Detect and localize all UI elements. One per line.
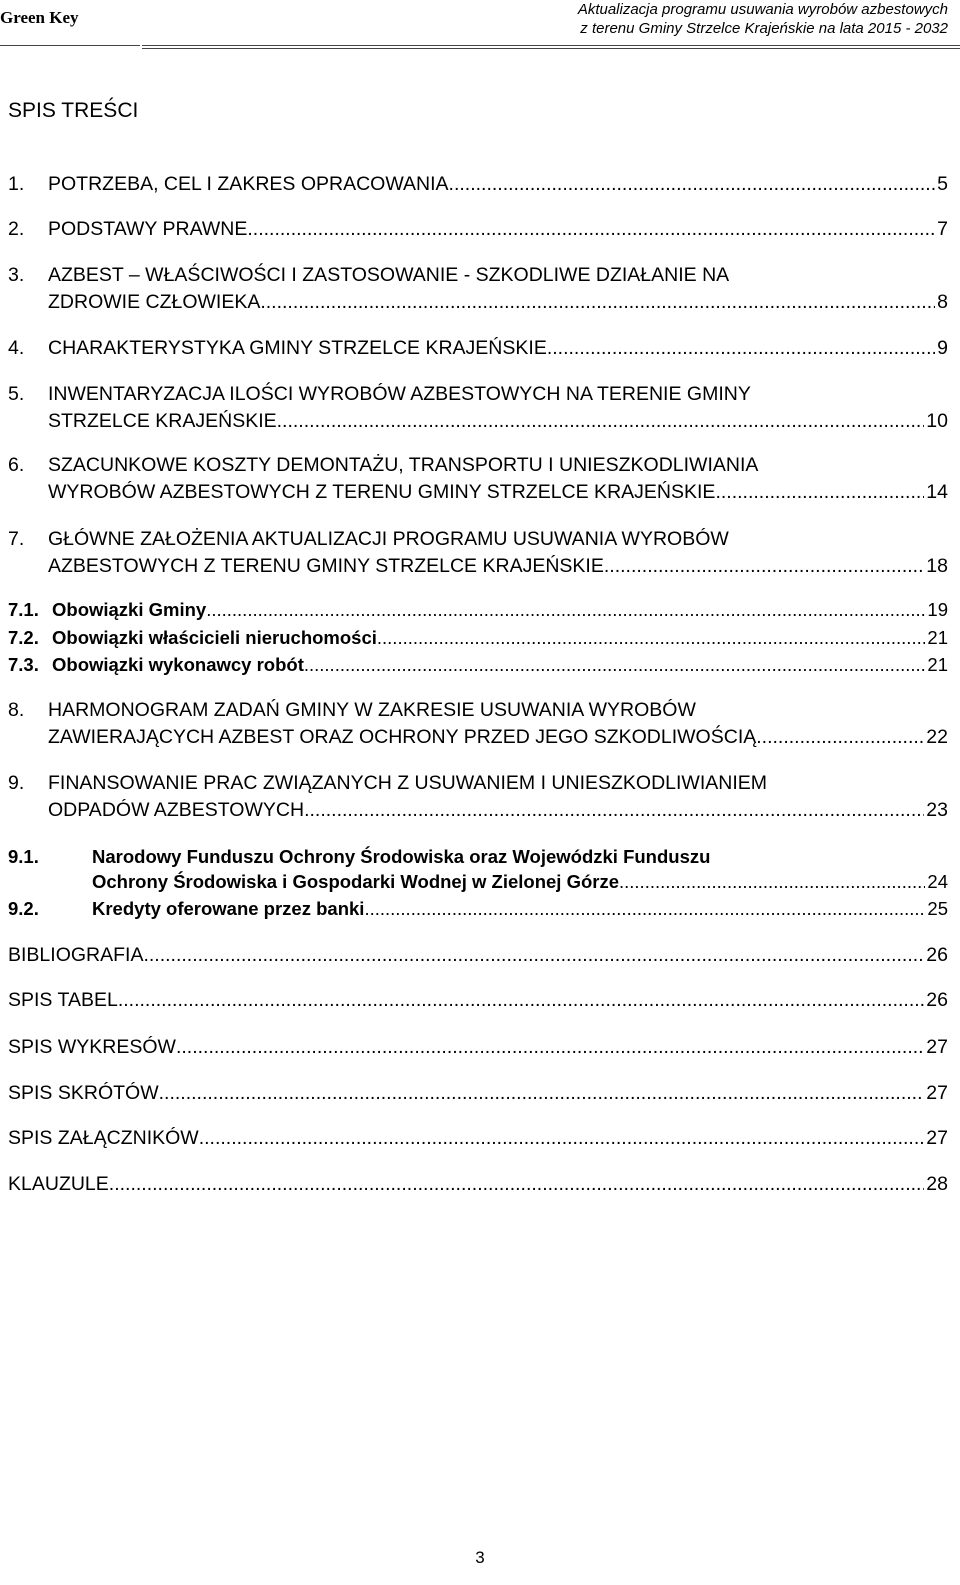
toc-entry-title: SPIS ZAŁĄCZNIKÓW (8, 1127, 199, 1149)
toc-entry-number: 4. (8, 337, 25, 359)
toc-entry-title: PODSTAWY PRAWNE (48, 218, 248, 240)
toc-entry-title: AZBESTOWYCH Z TERENU GMINY STRZELCE KRAJEŃSKIE (48, 555, 604, 577)
toc-entry-number: 7.3. (8, 654, 39, 675)
toc-entry-page: 14 (926, 481, 948, 503)
toc-entry-number: 8. (8, 699, 25, 721)
toc-entry-title-line-1: SZACUNKOWE KOSZTY DEMONTAŻU, TRANSPORTU I UNIESZKODLIWIANIA (48, 454, 759, 476)
toc-leader-dots (304, 797, 924, 824)
toc-entry-title: Obowiązki Gminy (52, 599, 207, 620)
toc-leader-dots (304, 652, 926, 677)
toc-entry-page: 5 (937, 173, 948, 195)
toc-entry[interactable] (8, 262, 948, 316)
toc-entry-page: 23 (926, 799, 948, 821)
toc-leader-dots (619, 869, 925, 894)
page-number: 3 (475, 1548, 485, 1567)
header-title-line-1: Aktualizacja programu usuwania wyrobów azbestowych (577, 1, 948, 18)
toc-entry-title: SPIS TABEL (8, 989, 118, 1011)
toc-entry-title: Ochrony Środowiska i Gospodarki Wodnej w Zielonej Górze (92, 871, 619, 892)
toc-entry-page: 26 (926, 944, 948, 966)
toc-entry-title-line-1: AZBEST – WŁAŚCIWOŚCI I ZASTOSOWANIE - SZKODLIWE DZIAŁANIE NA (48, 264, 730, 286)
toc-entry-number: 7.2. (8, 627, 39, 648)
toc-entry-page: 25 (927, 898, 948, 919)
toc-entry[interactable] (8, 770, 948, 824)
toc-entry[interactable] (8, 697, 948, 751)
toc-leader-dots (604, 553, 924, 580)
toc-entry[interactable] (8, 381, 948, 435)
toc-title: SPIS TREŚCI (8, 99, 139, 122)
toc-entry-title-line-1: GŁÓWNE ZAŁOŻENIA AKTUALIZACJI PROGRAMU USUWANIA WYROBÓW (48, 528, 729, 550)
toc-leader-dots (143, 942, 924, 969)
toc-entry-number: 9.1. (8, 846, 39, 867)
toc-entry-charts[interactable] (8, 1034, 948, 1061)
toc-entry[interactable] (8, 335, 948, 362)
toc-entry-title-line-1: INWENTARYZACJA ILOŚCI WYROBÓW AZBESTOWYCH NA TERENIE GMINY (48, 383, 751, 405)
toc-subentry[interactable] (8, 844, 948, 894)
toc-leader-dots (176, 1034, 924, 1061)
toc-entry-title: ZDROWIE CZŁOWIEKA (48, 291, 261, 313)
toc-entry-number: 9. (8, 772, 25, 794)
toc-entry-title-line-1: HARMONOGRAM ZADAŃ GMINY W ZAKRESIE USUWANIA WYROBÓW (48, 699, 696, 721)
toc-leader-dots (756, 724, 924, 751)
toc-entry[interactable] (8, 216, 948, 243)
toc-entry-title: BIBLIOGRAFIA (8, 944, 144, 966)
toc-entry-title: KLAUZULE (8, 1173, 109, 1195)
toc-subentry[interactable] (8, 625, 948, 650)
toc-entry-page: 10 (926, 410, 948, 432)
toc-entry-bibliography[interactable] (8, 942, 948, 969)
toc-entry[interactable] (8, 526, 948, 580)
toc-entry-number: 1. (8, 173, 25, 195)
toc-entry-number: 3. (8, 264, 25, 286)
toc-entry-page: 8 (937, 291, 948, 313)
toc-entry-title-line-1: FINANSOWANIE PRAC ZWIĄZANYCH Z USUWANIEM I UNIESZKODLIWIANIEM (48, 772, 768, 794)
toc-entry-page: 19 (927, 599, 948, 620)
toc-entry-title: Kredyty oferowane przez banki (92, 898, 365, 919)
toc-leader-dots (109, 1171, 925, 1198)
toc-entry-tables[interactable] (8, 987, 948, 1014)
toc-leader-dots (260, 289, 935, 316)
toc-leader-dots (247, 216, 935, 243)
toc-leader-dots (159, 1080, 925, 1107)
toc-leader-dots (277, 408, 925, 435)
toc-leader-dots (118, 987, 924, 1014)
toc-entry-page: 27 (926, 1036, 948, 1058)
toc-entry-title: POTRZEBA, CEL I ZAKRES OPRACOWANIA (48, 173, 449, 195)
header-brand: Green Key (0, 8, 79, 27)
toc-entry-page: 26 (926, 989, 948, 1011)
toc-entry-page: 24 (927, 871, 948, 892)
toc-leader-dots (449, 171, 936, 198)
toc-entry-title: SPIS WYKRESÓW (8, 1036, 176, 1058)
toc-entry-title-line-1: Narodowy Funduszu Ochrony Środowiska oraz Wojewódzki Funduszu (92, 846, 711, 867)
toc-leader-dots (377, 625, 926, 650)
toc-entry-number: 7.1. (8, 599, 39, 620)
toc-leader-dots (206, 597, 925, 622)
header-rule (142, 48, 960, 49)
toc-entry-title: Obowiązki wykonawcy robót (52, 654, 304, 675)
toc-entry[interactable] (8, 171, 948, 198)
toc-entry-page: 27 (926, 1082, 948, 1104)
toc-leader-dots (199, 1125, 925, 1152)
toc-entry-page: 27 (926, 1127, 948, 1149)
toc-entry-title: Obowiązki właścicieli nieruchomości (52, 627, 377, 648)
toc-leader-dots (715, 479, 924, 506)
toc-entry-page: 22 (926, 726, 948, 748)
header-rule (0, 45, 140, 46)
toc-entry-title: ZAWIERAJĄCYCH AZBEST ORAZ OCHRONY PRZED JEGO SZKODLIWOŚCIĄ (48, 726, 757, 748)
toc-entry-title: SPIS SKRÓTÓW (8, 1082, 159, 1104)
toc-entry-page: 21 (927, 654, 948, 675)
toc-entry-number: 9.2. (8, 898, 39, 919)
header-rule (142, 45, 960, 46)
toc-subentry[interactable] (8, 597, 948, 622)
toc-entry-page: 21 (927, 627, 948, 648)
toc-entry-number: 6. (8, 454, 25, 476)
toc-entry-abbreviations[interactable] (8, 1080, 948, 1107)
toc-entry-number: 2. (8, 218, 25, 240)
toc-entry-title: CHARAKTERYSTYKA GMINY STRZELCE KRAJEŃSKIE (48, 337, 547, 359)
toc-entry-title: STRZELCE KRAJEŃSKIE (48, 410, 277, 432)
toc-subentry[interactable] (8, 896, 948, 921)
page-header (0, 0, 960, 48)
toc-entry-page: 7 (937, 218, 948, 240)
toc-entry-title: ODPADÓW AZBESTOWYCH (48, 799, 305, 821)
toc-entry-page: 9 (937, 337, 948, 359)
toc-leader-dots (364, 896, 925, 921)
toc-entry-number: 5. (8, 383, 25, 405)
toc-entry-page: 28 (926, 1173, 948, 1195)
header-title-line-2: z terenu Gminy Strzelce Krajeńskie na lata 2015 - 2032 (580, 20, 948, 37)
toc-entry[interactable] (8, 452, 948, 506)
toc-subentry[interactable] (8, 652, 948, 677)
toc-entry-clauses[interactable] (8, 1171, 948, 1198)
toc-leader-dots (547, 335, 935, 362)
toc-entry-page: 18 (926, 555, 948, 577)
toc-entry-number: 7. (8, 528, 25, 550)
toc-entry-attachments[interactable] (8, 1125, 948, 1152)
toc-entry-title: WYROBÓW AZBESTOWYCH Z TERENU GMINY STRZELCE KRAJEŃSKIE (48, 481, 716, 503)
header-document-title (578, 0, 948, 38)
